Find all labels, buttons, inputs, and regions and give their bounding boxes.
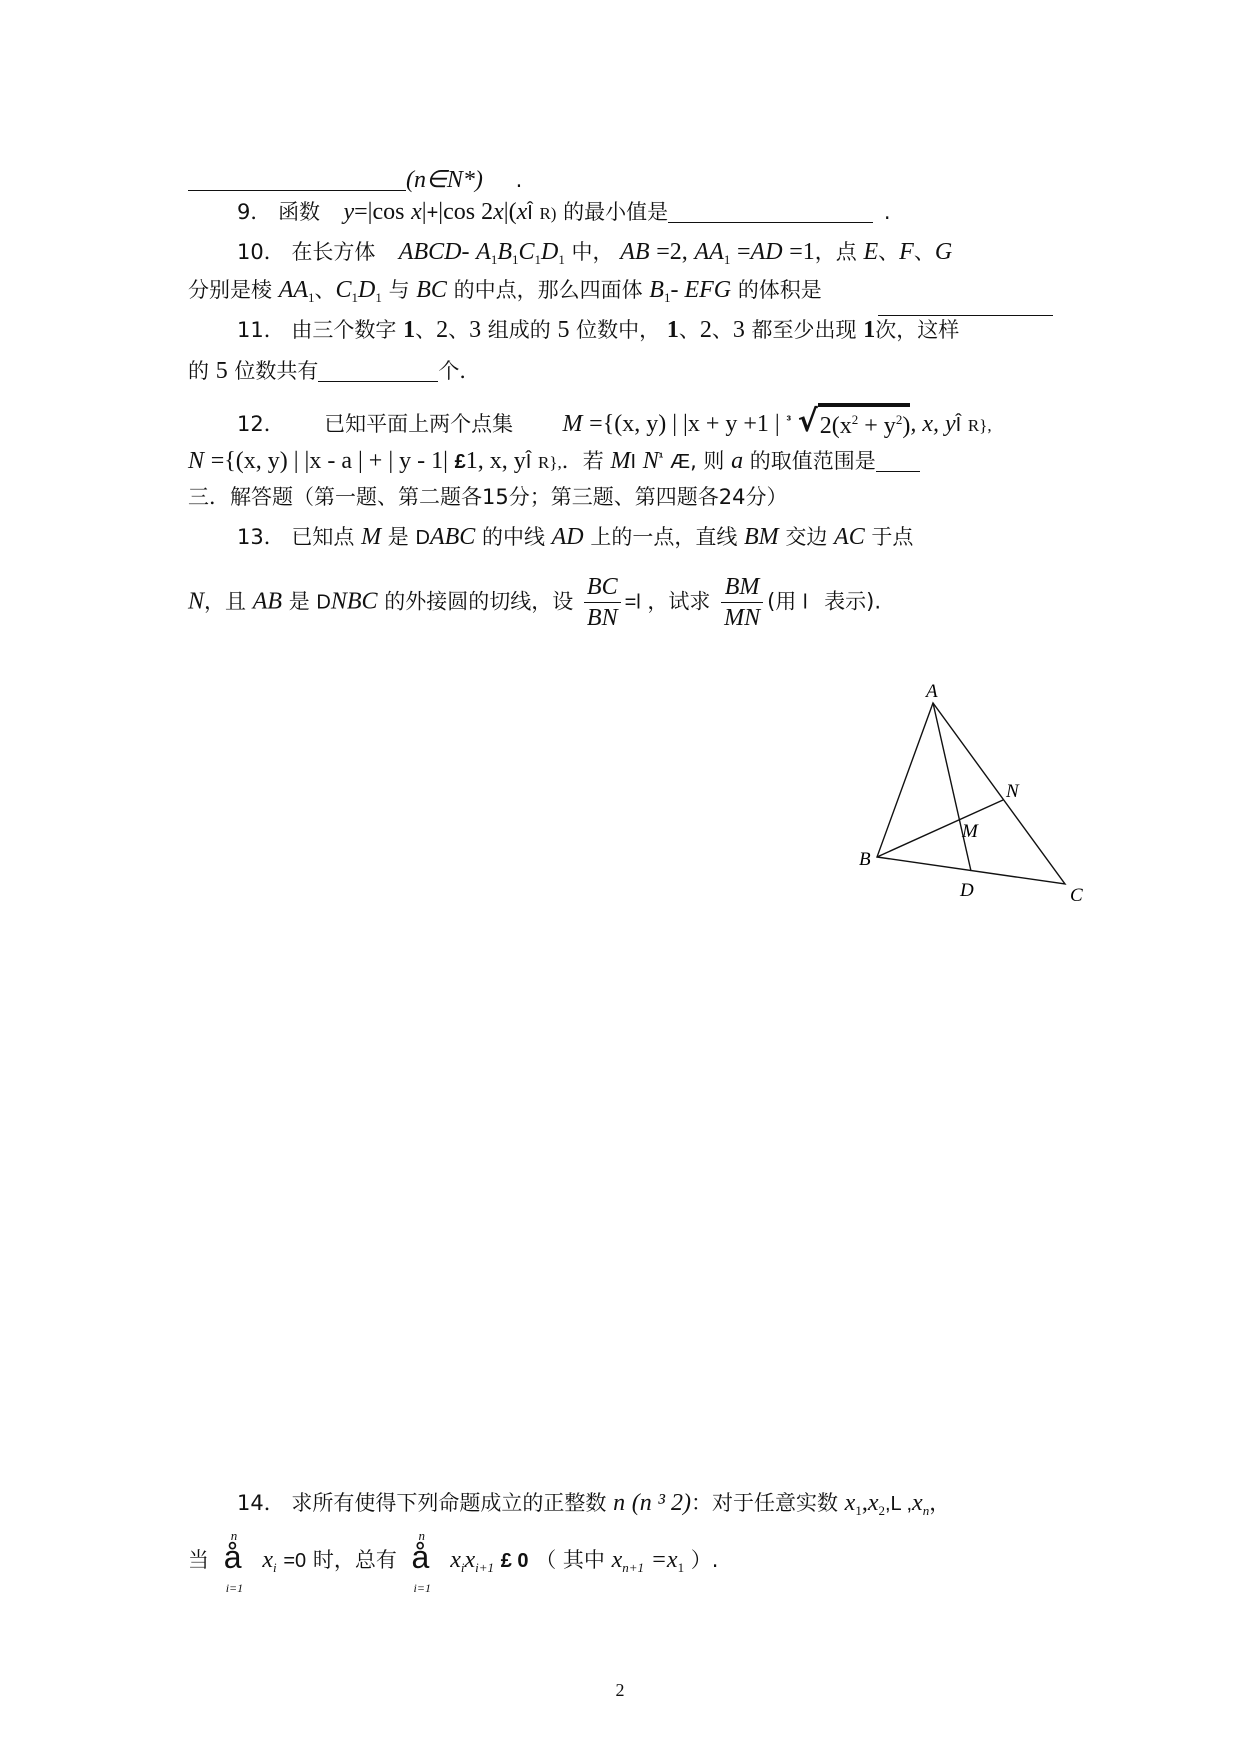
q10-AB: AB <box>620 239 650 265</box>
q14-prod-xi: x <box>450 1547 461 1573</box>
q12-number: 12． <box>237 412 285 436</box>
q14-last-sub: n+1 <box>622 1560 645 1575</box>
q9-x1: x <box>411 199 422 225</box>
q11-line2 <box>188 353 1058 389</box>
q9-cos2: cos 2 <box>443 199 494 225</box>
q13-text-d: 上的一点，直线 <box>590 525 738 549</box>
q14-x2: x <box>867 1490 879 1516</box>
q9-in-symbol: Î <box>527 202 533 224</box>
line-bn <box>877 800 1003 857</box>
q9-abs3: | <box>503 199 509 225</box>
q12-sqrt <box>818 403 911 439</box>
q11-d3: 3 <box>469 317 482 343</box>
q10-text-a: 在长方体 <box>291 240 376 264</box>
triangle-figure <box>840 675 1100 905</box>
triangle-icon: D <box>316 591 331 614</box>
q11-line2-a: 的 <box>188 359 209 383</box>
frac-num: BM <box>721 572 763 603</box>
q10-sub: 1 <box>512 252 519 267</box>
q10-sub: 1 <box>351 290 359 305</box>
q10-AD-val: =1 <box>789 239 815 265</box>
q12-empty: Æ <box>670 451 691 473</box>
q14-xn: x <box>912 1490 923 1516</box>
q10-solid: ABCD <box>398 239 462 265</box>
q9-x3: x <box>516 199 528 225</box>
q11-line1: 11． 由三个数字 1、2、3 组成的 5 位数中， 1、2、3 都至少出现 1次，这样 <box>237 317 960 343</box>
q14-last-eq: =x <box>650 1547 678 1573</box>
q11-text-d: 都至少出现 <box>751 318 857 342</box>
q14-line2 <box>188 1528 1058 1595</box>
q12-M2: M <box>610 448 631 474</box>
q10-line1 <box>237 234 1107 270</box>
q10-sub: 1 <box>558 252 565 267</box>
q12-M-def: ={(x, y) | |x + y +1 | <box>589 411 780 437</box>
q8-suffix: (n∈N*) <box>406 167 483 193</box>
q13-text-c: 的中线 <box>481 525 545 549</box>
q12-M: M <box>562 411 583 437</box>
q12-sup2: 2 <box>895 412 903 427</box>
q10-sub: 1 <box>534 252 542 267</box>
q8-answer-blank[interactable] <box>188 164 406 191</box>
q14-n: n <box>613 1490 626 1516</box>
sqrt-icon: √ <box>797 404 818 439</box>
q14-x1: x <box>844 1490 856 1516</box>
label-A: A <box>926 681 938 702</box>
q10-text-b: 中， <box>571 240 614 264</box>
q10-edge1: AA <box>278 277 309 303</box>
frac-num: BC <box>584 572 621 603</box>
sum-symbol: å <box>223 1539 242 1575</box>
sum-symbol: å <box>411 1539 430 1575</box>
q12-N2: N <box>642 448 659 474</box>
sum-top: n <box>230 1528 238 1543</box>
q13-lambda: l <box>802 591 808 614</box>
q11-line2-c: 个． <box>438 359 481 383</box>
summation-icon <box>222 1528 250 1595</box>
q10-D1: D <box>541 239 559 265</box>
q9-answer-blank[interactable] <box>668 196 873 223</box>
q10-sub: 1 <box>375 290 382 305</box>
q13-BM: BM <box>744 524 779 550</box>
q10-tet-rest: - EFG <box>670 277 732 303</box>
q10-line2-c: 的中点，那么四面体 <box>453 278 643 302</box>
q10-AA1: AA <box>694 239 724 265</box>
q11-overline <box>878 315 1053 316</box>
q10-dash: - <box>461 239 470 265</box>
q11-number: 11． <box>237 318 285 342</box>
q12-line1 <box>237 402 1107 438</box>
q11-one: 1 <box>863 317 876 343</box>
sum-top: n <box>418 1528 426 1543</box>
q13-text-e: 交边 <box>785 525 828 549</box>
q10-line2 <box>188 272 1058 308</box>
q10-B1: B <box>497 239 512 265</box>
summation-icon <box>410 1528 438 1595</box>
q10-text-c: ，点 <box>814 240 857 264</box>
q10-sub: 1 <box>490 252 498 267</box>
q12-N: N <box>188 448 205 474</box>
q13-line2-a: ，且 <box>204 589 247 614</box>
q14-line2-a: 当 <box>188 1548 209 1572</box>
q14-i: i <box>273 1560 277 1575</box>
frac-den: MN <box>724 605 761 631</box>
q13-AD: AD <box>551 524 584 550</box>
q10-sep: 、 <box>913 240 935 264</box>
q10-tet-B: B <box>649 277 664 303</box>
label-N: N <box>1006 781 1019 802</box>
q10-A1: A <box>476 239 491 265</box>
q9-x2: x <box>493 199 504 225</box>
q10-edge2-D: D <box>358 277 376 303</box>
q14-last-sub1: 1 <box>677 1560 685 1575</box>
q10-sep: 、 <box>878 240 900 264</box>
q14-line2-d: ）. <box>690 1548 719 1572</box>
q12-R-close2: R}, <box>538 453 562 472</box>
q14-last-x: x <box>611 1547 623 1573</box>
q8-period: . <box>515 168 523 192</box>
section3-heading: 三．解答题（第一题、第二题各15分；第三题、第四题各24分） <box>188 485 788 509</box>
q12-text-a: 已知平面上两个点集 <box>324 412 514 436</box>
q14-eq0: =0 <box>283 1550 307 1572</box>
frac-den: BN <box>586 605 618 631</box>
q13-number: 13． <box>237 525 285 549</box>
q9-cos1: cos <box>372 199 405 225</box>
q11-text-a: 由三个数字 <box>291 318 397 342</box>
q13-text-b: 是 <box>387 525 409 549</box>
q14-xi: x <box>262 1547 274 1573</box>
q12-geq: ³ <box>786 412 792 428</box>
q13-fraction-bc-bn <box>584 572 621 633</box>
q13-line2-d: ，试求 <box>647 589 711 614</box>
q12-sqrt-body: 2(x <box>819 413 852 439</box>
q14-ellipsis: ,L , <box>884 1493 913 1515</box>
q11-line2-b: 位数共有 <box>234 359 319 383</box>
q11-five: 5 <box>557 317 570 343</box>
q14-text-b: ：对于任意实数 <box>690 1491 838 1515</box>
q13-line2-e: (用 <box>767 589 797 614</box>
q11-five2: 5 <box>215 358 228 384</box>
q8-tail-line <box>188 162 1058 198</box>
q13-tri2-name: NBC <box>330 588 378 615</box>
q13-line2-c: 的外接圆的切线，设 <box>384 589 574 614</box>
label-B: B <box>859 849 871 870</box>
q12-cap: I <box>630 451 636 473</box>
q9-text-b: 的最小值是 <box>563 200 669 224</box>
q12-line2 <box>188 439 1058 475</box>
q13-M: M <box>361 524 382 550</box>
q14-cond: (n ³ 2) <box>631 1490 691 1516</box>
q13-AC: AC <box>834 524 865 550</box>
q10-edge2-C: C <box>335 277 352 303</box>
q14-line1: 14． 求所有使得下列命题成立的正整数 n (n ³ 2)：对于任意实数 $x_1,x_2,L$ $,x_n$， <box>237 1490 951 1518</box>
q12-in: Î <box>955 414 962 436</box>
q10-edge3: BC <box>416 277 447 303</box>
q10-AD: AD <box>750 239 783 265</box>
q10-line2-d: 的体积是 <box>737 278 822 302</box>
q14-comma: ， <box>929 1491 951 1515</box>
q12-neq: ¹ <box>658 449 664 465</box>
q12-text-d: 的取值范围是 <box>749 449 876 473</box>
q13-N: N <box>188 588 205 615</box>
q10-eq: = <box>737 239 751 265</box>
q10-sep: 、 <box>314 278 336 302</box>
q14-leq0: £ 0 <box>500 1550 529 1572</box>
q11-text-c: 位数中， <box>576 318 661 342</box>
q11-d3b: 3 <box>732 317 745 343</box>
sum-bottom: i=1 <box>413 1581 431 1595</box>
q9-line <box>237 194 1107 230</box>
q13-text-a: 已知点 <box>291 525 355 549</box>
q13-line2-f: 表示). <box>824 589 881 614</box>
q10-C1: C <box>518 239 535 265</box>
q13-fraction-bm-mn <box>721 572 763 633</box>
q11-text-e: 次，这样 <box>875 318 960 342</box>
page-number: 2 <box>615 1680 625 1700</box>
q9-paren: ( <box>508 199 517 225</box>
q13-tri-name: ABC <box>429 524 476 550</box>
q13-text-f: 于点 <box>871 525 914 549</box>
label-M: M <box>962 821 978 842</box>
q14-sub2: 2 <box>878 1503 885 1518</box>
q12-sup1: 2 <box>851 412 859 427</box>
q12-N-def-b: 1, x, y <box>465 448 526 474</box>
q14-line2-b: 时，总有 <box>312 1548 397 1572</box>
q11-answer-blank[interactable] <box>318 355 438 382</box>
q12-answer-blank[interactable] <box>876 445 920 472</box>
q11-d1: 1 <box>403 317 416 343</box>
q10-number: 10． <box>237 240 285 264</box>
q12-in2: Î <box>525 451 532 473</box>
q9-abs2: | <box>438 199 444 225</box>
label-C: C <box>1070 885 1083 905</box>
triangle-diagram <box>840 675 1100 905</box>
q14-sub1: 1 <box>855 1503 862 1518</box>
q9-y: y <box>343 199 355 225</box>
q14-prod-i1: i+1 <box>475 1560 495 1575</box>
q12-text-c: , 则 <box>690 449 725 473</box>
q13-line2-b: 是 <box>288 589 310 614</box>
q14-prod-i: i <box>460 1560 465 1575</box>
q9-plus: + <box>426 202 439 224</box>
q9-R: R) <box>539 204 557 223</box>
q12-leq: £ <box>454 451 466 473</box>
q11-d2b: 2 <box>699 317 712 343</box>
sum-bottom: i=1 <box>225 1581 244 1595</box>
q9-number: 9． <box>237 200 272 224</box>
q10-line2-b: 与 <box>388 278 410 302</box>
q12-sqrt-mid: + y <box>858 413 896 439</box>
q12-sqrt-end: ) <box>902 413 911 439</box>
q14-text-a: 求所有使得下列命题成立的正整数 <box>291 1491 607 1515</box>
q11-d2: 2 <box>436 317 449 343</box>
q10-sub: 1 <box>723 252 731 267</box>
q12-N-def: ={(x, y) | |x - a | + | y - 1| <box>210 448 448 474</box>
q10-line2-a: 分别是棱 <box>188 278 272 302</box>
q9-abs1: | <box>421 199 427 225</box>
q14-number: 14． <box>237 1491 285 1515</box>
q13-line2 <box>188 572 1058 631</box>
label-D: D <box>960 880 974 901</box>
q10-sub: 1 <box>663 290 671 305</box>
q14-prod-xi1: x <box>464 1547 476 1573</box>
q12-a: a <box>731 448 744 474</box>
q10-sub: 1 <box>308 290 315 305</box>
q11-d1b: 1 <box>666 317 679 343</box>
q9-text-a: 函数 <box>278 200 321 224</box>
q9-period: . <box>883 200 891 224</box>
q13-eq-lambda: =l <box>624 591 641 614</box>
q13-line1 <box>237 519 1107 555</box>
q10-F: F <box>899 239 914 265</box>
q12-R-close: R}, <box>967 416 992 435</box>
q12-M-def-b: , x, y <box>910 411 956 437</box>
q10-G: G <box>934 239 953 265</box>
q14-line2-c: （ 其中 <box>535 1548 605 1572</box>
triangle-icon: D <box>415 527 430 549</box>
triangle-abc <box>877 703 1065 884</box>
q14-subn: n <box>922 1503 930 1518</box>
q11-text-b: 组成的 <box>487 318 551 342</box>
q12-text-b: ．若 <box>561 449 604 473</box>
q10-AB-val: =2, <box>656 239 688 265</box>
q9-eq: =| <box>354 199 373 225</box>
q13-AB: AB <box>252 588 283 615</box>
q10-E: E <box>863 239 879 265</box>
